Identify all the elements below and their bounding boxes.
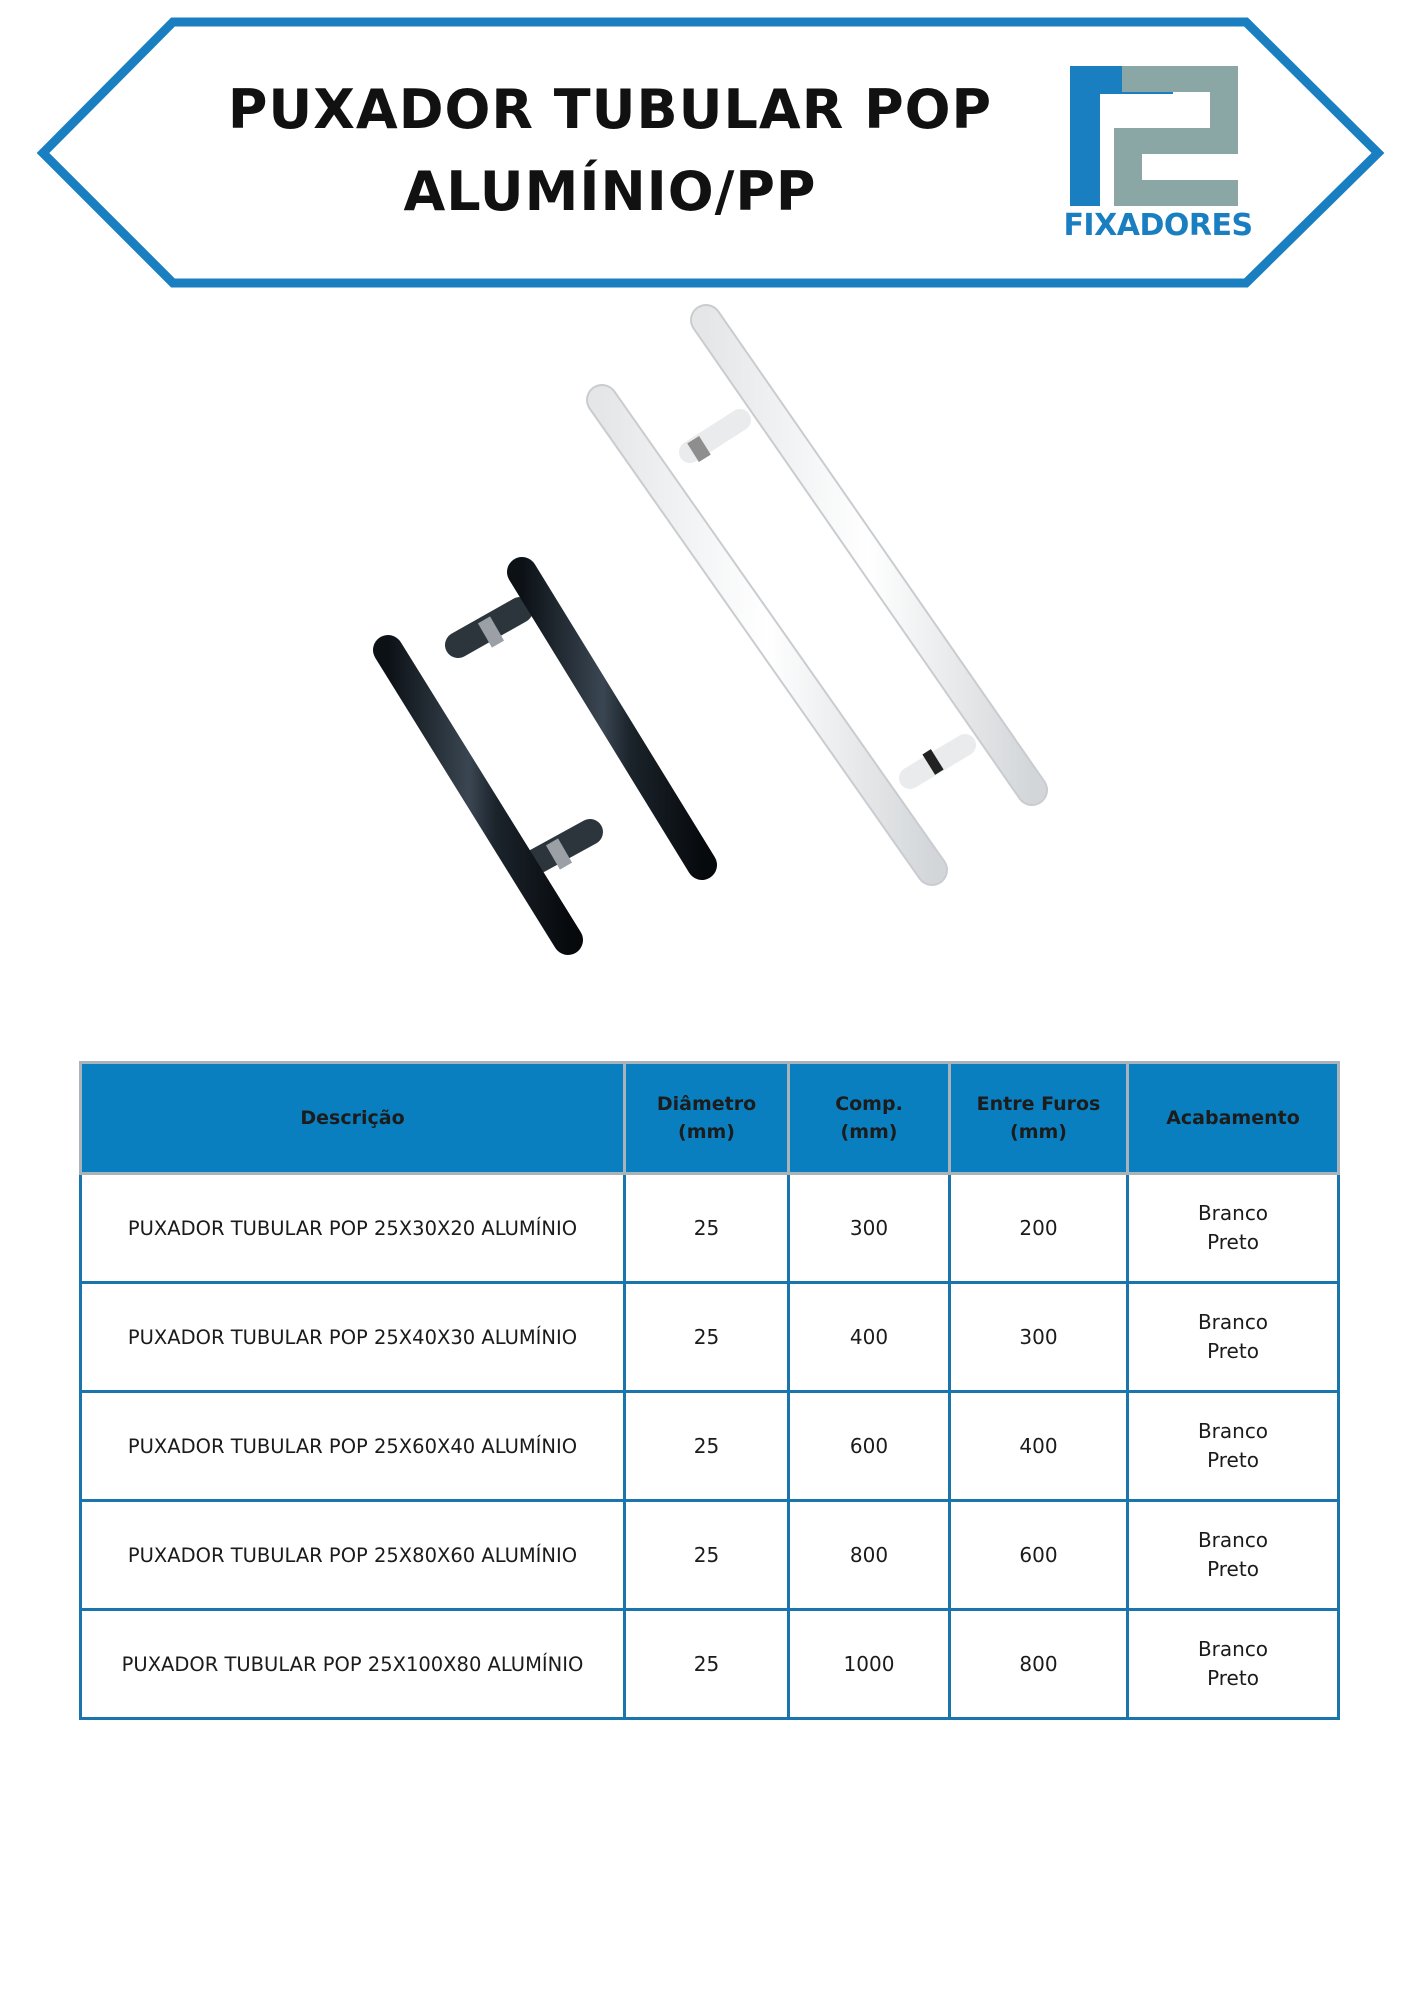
- finish-branco: Branco: [1197, 1528, 1269, 1552]
- finish-preto: Preto: [1207, 1339, 1259, 1363]
- table-row: [81, 1174, 1339, 1283]
- page-title-line1: PUXADOR TUBULAR POP: [227, 78, 993, 141]
- cell-descricao: PUXADOR TUBULAR POP 25X60X40 ALUMÍNIO: [81, 1392, 625, 1501]
- table-row: [81, 1501, 1339, 1610]
- cell-acabamento: [1128, 1174, 1339, 1283]
- cell-diametro: 25: [625, 1501, 789, 1610]
- header-comp: [789, 1063, 950, 1174]
- page-title-line2: ALUMÍNIO/PP: [403, 160, 817, 223]
- cell-comp: 400: [789, 1283, 950, 1392]
- cell-diametro: 25: [625, 1610, 789, 1719]
- table-header-row: [81, 1063, 1339, 1174]
- cell-descricao: PUXADOR TUBULAR POP 25X80X60 ALUMÍNIO: [81, 1501, 625, 1610]
- cell-diametro: 25: [625, 1174, 789, 1283]
- cell-acabamento: [1128, 1392, 1339, 1501]
- black-handle: [388, 572, 702, 940]
- cell-entre-furos: 400: [950, 1392, 1128, 1501]
- cell-entre-furos: 600: [950, 1501, 1128, 1610]
- header-diametro-label: Diâmetro: [656, 1093, 757, 1115]
- cell-entre-furos: 300: [950, 1283, 1128, 1392]
- finish-preto: Preto: [1207, 1448, 1259, 1472]
- header-comp-unit: (mm): [840, 1121, 898, 1143]
- finish-branco: Branco: [1197, 1419, 1269, 1443]
- finish-branco: Branco: [1197, 1201, 1269, 1225]
- table-row: [81, 1283, 1339, 1392]
- header-entre-furos: [950, 1063, 1128, 1174]
- header-entre-furos-label: Entre Furos: [976, 1093, 1101, 1115]
- finish-preto: Preto: [1207, 1557, 1259, 1581]
- table-row: [81, 1610, 1339, 1719]
- header-entre-furos-unit: (mm): [1010, 1121, 1067, 1143]
- cell-acabamento: [1128, 1501, 1339, 1610]
- tubular-door-pull-handles-photo: [340, 300, 1080, 990]
- cell-acabamento: [1128, 1610, 1339, 1719]
- cell-comp: 600: [789, 1392, 950, 1501]
- header-acabamento: Acabamento: [1128, 1063, 1339, 1174]
- cell-comp: 800: [789, 1501, 950, 1610]
- header-comp-label: Comp.: [835, 1093, 903, 1115]
- cell-descricao: PUXADOR TUBULAR POP 25X40X30 ALUMÍNIO: [81, 1283, 625, 1392]
- cell-comp: 300: [789, 1174, 950, 1283]
- cell-diametro: 25: [625, 1392, 789, 1501]
- cell-acabamento: [1128, 1283, 1339, 1392]
- cell-descricao: PUXADOR TUBULAR POP 25X30X20 ALUMÍNIO: [81, 1174, 625, 1283]
- header-diametro: [625, 1063, 789, 1174]
- table-row: [81, 1392, 1339, 1501]
- header-descricao: Descrição: [81, 1063, 625, 1174]
- finish-branco: Branco: [1197, 1637, 1269, 1661]
- cell-entre-furos: 800: [950, 1610, 1128, 1719]
- finish-preto: Preto: [1207, 1666, 1259, 1690]
- product-spec-table: [79, 1061, 1340, 1720]
- logo-text: FIXADORES: [1063, 208, 1253, 243]
- header-diametro-unit: (mm): [678, 1121, 735, 1143]
- cell-entre-furos: 200: [950, 1174, 1128, 1283]
- finish-preto: Preto: [1207, 1230, 1259, 1254]
- cell-diametro: 25: [625, 1283, 789, 1392]
- cell-descricao: PUXADOR TUBULAR POP 25X100X80 ALUMÍNIO: [81, 1610, 625, 1719]
- finish-branco: Branco: [1197, 1310, 1269, 1334]
- cell-comp: 1000: [789, 1610, 950, 1719]
